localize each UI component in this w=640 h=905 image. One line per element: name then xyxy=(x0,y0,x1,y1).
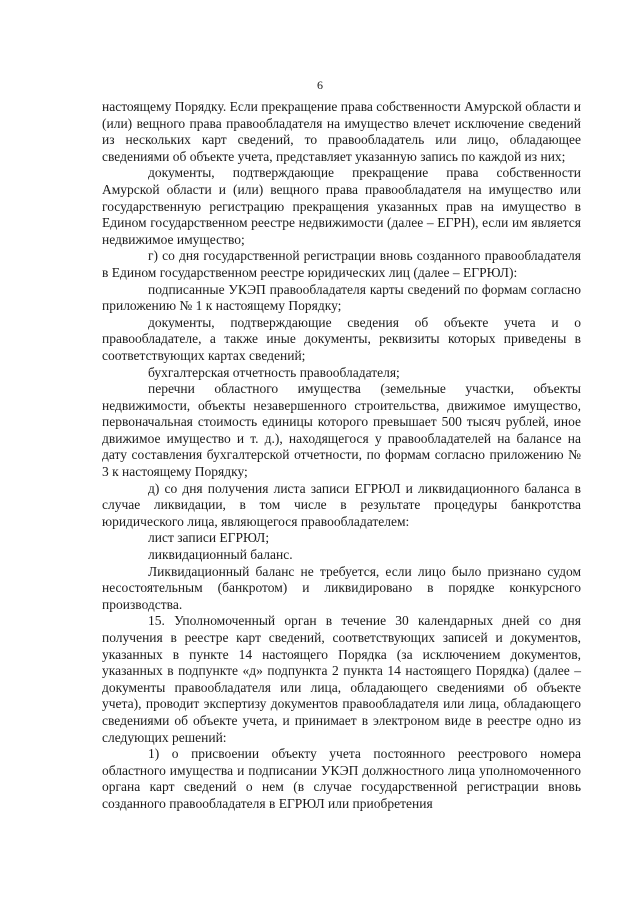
paragraph: д) со дня получения листа записи ЕГРЮЛ и ликвидационного баланса в случае ликвидации, в том числе в результате процедуры банкротства юридического лица, являющегося правообладателем: xyxy=(102,480,581,529)
paragraph: перечни областного имущества (земельные участки, объекты недвижимости, объекты незавершенного строительства, движимое имущество, первоначальная стоимость единицы которого превышает 500 тысяч рублей, иное движимое имущество и т. д.), находящегося у правообладателей на балансе на дату составления бухгалтерской отчетности, по формам согласно приложению № 3 к настоящему Порядку; xyxy=(102,381,581,480)
paragraph: Ликвидационный баланс не требуется, если лицо было признано судом несостоятельным (банкротом) и ликвидировано в порядке конкурсного производства. xyxy=(102,563,581,612)
document-body xyxy=(102,99,581,813)
paragraph: 15. Уполномоченный орган в течение 30 календарных дней со дня получения в реестре карт сведений, соответствующих записей и документов, указанных в пункте 14 настоящего Порядка (за исключением документов, указанных в подпункте «д» подпункта 2 пункта 14 настоящего Порядка) (далее – документы правообладателя или лица, обладающего сведениями об объекте учета), проводит экспертизу документов правообладателя или лица, обладающего сведениями об объекте учета, и принимает в электроном виде в реестре одно из следующих решений: xyxy=(102,613,581,745)
paragraph: ликвидационный баланс. xyxy=(148,547,293,563)
paragraph: подписанные УКЭП правообладателя карты сведений по формам согласно приложению № 1 к настоящему Порядку; xyxy=(102,281,581,314)
paragraph: документы, подтверждающие прекращение права собственности Амурской области и (или) вещного права правообладателя на имущество или государственную регистрацию прекращения указанных прав на имущество в Едином государственном реестре недвижимости (далее – ЕГРН), если им является недвижимое имущество; xyxy=(102,165,581,247)
paragraph: 1) о присвоении объекту учета постоянного реестрового номера областного имущества и подписании УКЭП должностного лица уполномоченного органа карт сведений о нем (в случае государственной регистрации вновь созданного правообладателя в ЕГРЮЛ или приобретения xyxy=(102,746,581,811)
paragraph: лист записи ЕГРЮЛ; xyxy=(148,530,270,546)
paragraph: настоящему Порядку. Если прекращение права собственности Амурской области и (или) вещного права правообладателя на имущество влечет исключение сведений из нескольких карт сведений, то правообладатель или лицо, обладающее сведениями об объекте учета, представляет указанную запись по каждой из них; xyxy=(102,99,581,164)
paragraph: документы, подтверждающие сведения об объекте учета и о правообладателе, а также иные документы, реквизиты которых приведены в соответствующих картах сведений; xyxy=(102,314,581,363)
paragraph: бухгалтерская отчетность правообладателя; xyxy=(148,364,400,380)
page-number: 6 xyxy=(317,78,323,92)
paragraph: г) со дня государственной регистрации вновь созданного правообладателя в Едином государственном реестре юридических лиц (далее – ЕГРЮЛ): xyxy=(102,248,581,280)
